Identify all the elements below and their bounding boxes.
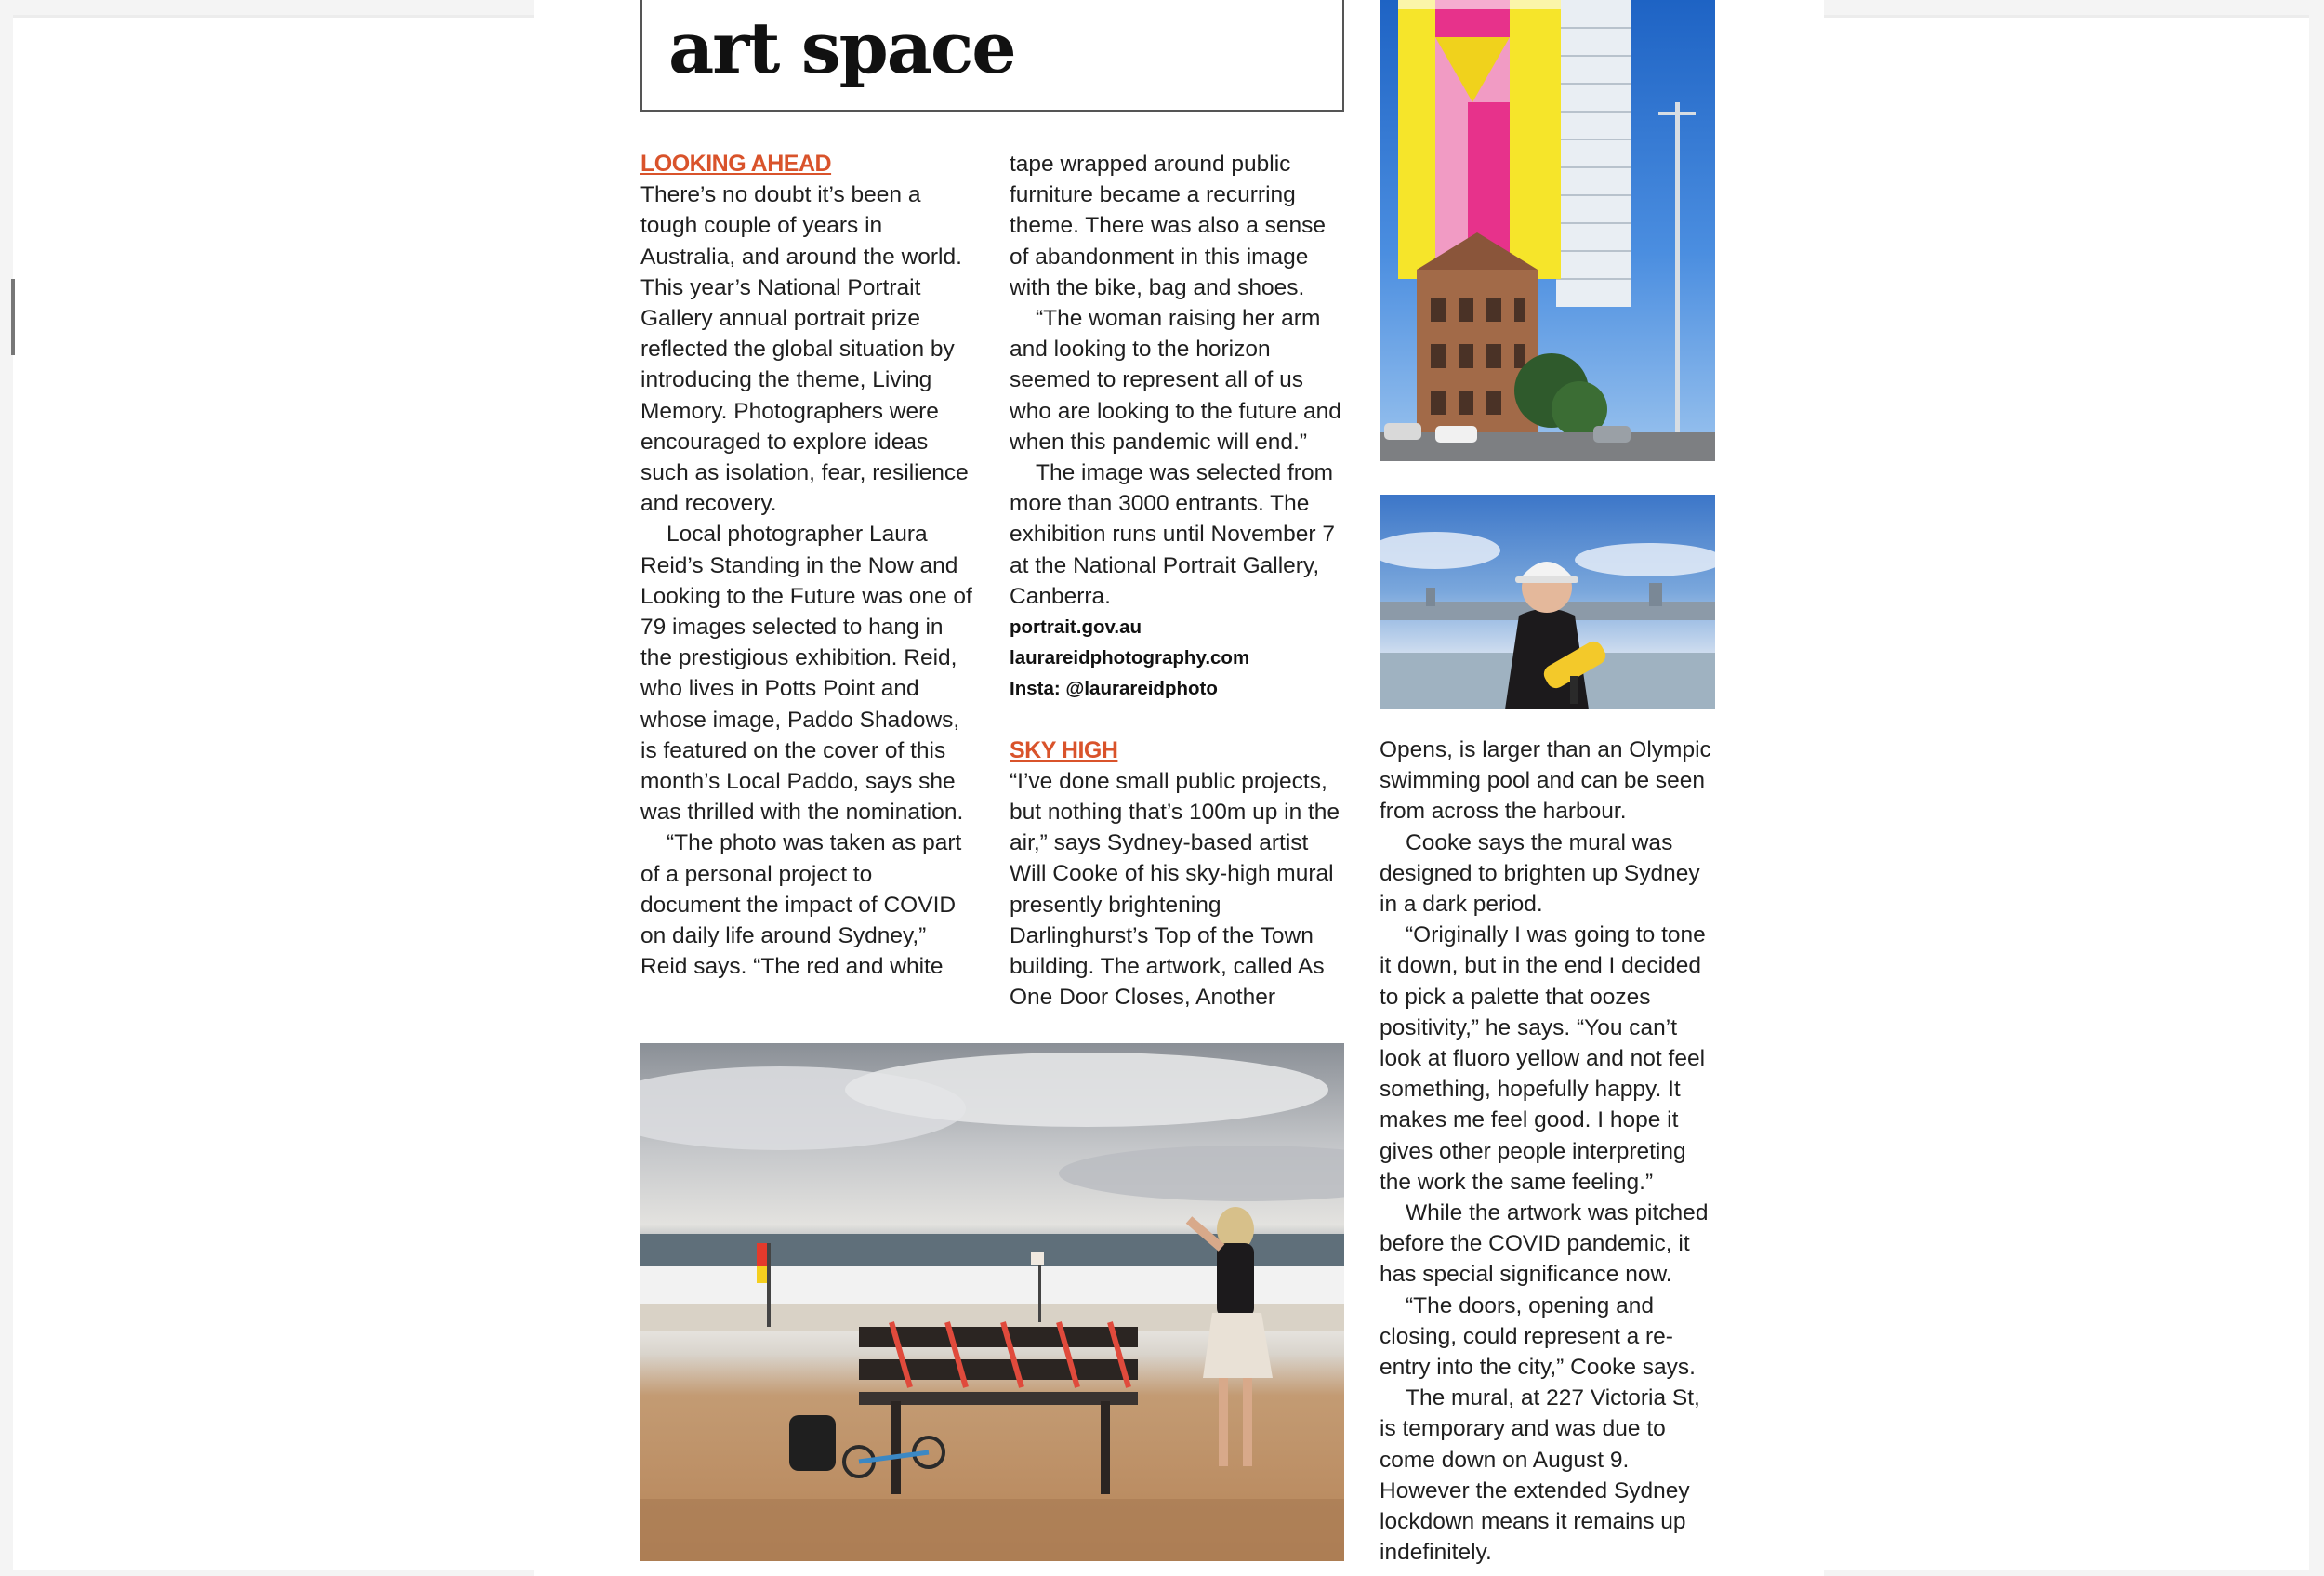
mural-building-illustration [1380,0,1715,461]
magazine-page [534,0,1824,1576]
article-column-2 [1010,149,1346,1013]
paragraph: Local photographer Laura Reid’s Standing in the Now and Looking to the Future was one of 79 images selected to hang in the prestigious exhibition. Reid, who lives in Potts Point and whose image, Paddo Shadows, is featured on the cover of this month’s Local Paddo, says she was thrilled with the nomination. [640,522,972,826]
paragraph: Cooke says the mural was designed to brighten up Sydney in a dark period. [1380,829,1700,918]
paragraph: “The photo was taken as part of a personal project to document the impact of COVID on daily life around Sydney,” Reid says. “The red and white [640,830,962,980]
link-instagram[interactable]: Insta: @laurareidphoto [1010,678,1218,700]
artist-with-roller-photo [1380,495,1715,709]
article-column-3 [1380,735,1716,1568]
paragraph: While the artwork was pitched before the COVID pandemic, it has special significance now. [1380,1200,1709,1288]
paragraph: “The doors, opening and closing, could represent a re-entry into the city,” Cooke says. [1380,1292,1696,1381]
spacer [1010,705,1346,735]
section-heading-looking-ahead: LOOKING AHEAD [640,151,832,177]
paragraph: Opens, is larger than an Olympic swimming pool and can be seen from across the harbour. [1380,737,1711,825]
paragraph: There’s no doubt it’s been a tough couple of years in Australia, and around the world. This year’s National Portrait Gallery annual portrait prize reflected the global situation by introducing the theme, Living Memory. Photographers were encouraged to explore ideas such as isolation, fear, resilience and recovery. [640,182,969,517]
link-portrait-gov[interactable]: portrait.gov.au [1010,616,1142,639]
paragraph: The mural, at 227 Victoria St, is temporary and was due to come down on August 9. However the extended Sydney lockdown means it remains up indefinitely. [1380,1385,1700,1566]
page-title: art space [668,7,1015,89]
beach-illustration [640,1043,1344,1561]
paragraph: The image was selected from more than 3000 entrants. The exhibition runs until November 7 at the National Portrait Gallery, Canberra. [1010,460,1335,609]
paragraph: “Originally I was going to tone it down, but in the end I decided to pick a palette that oozes positivity,” he says. “You can’t look at fluoro yellow and not feel something, hopefully happy. It makes me feel good. I hope it gives other people interpreting the work the same feeling.” [1380,922,1706,1195]
paragraph: tape wrapped around public furniture became a recurring theme. There was also a sense of abandonment in this image with the bike, bag and shoes. [1010,152,1327,300]
artist-illustration [1380,495,1715,709]
link-laura-reid-photography[interactable]: laurareidphotography.com [1010,647,1250,669]
mural-building-photo [1380,0,1715,461]
background-panel-left [13,15,534,1570]
paragraph: “The woman raising her arm and looking to the horizon seemed to represent all of us who are looking to the future and when this pandemic will end.” [1010,306,1341,455]
beach-bench-photo [640,1043,1344,1561]
title-box [640,0,1344,112]
background-panel-right [1824,15,2309,1570]
section-heading-sky-high: SKY HIGH [1010,736,1118,763]
paragraph: “I’ve done small public projects, but nothing that’s 100m up in the air,” says Sydney-based artist Will Cooke of his sky-high mural presently brightening Darlinghurst’s Top of the Town building. The artwork, called As One Door Closes, Another [1010,768,1340,1011]
link-list [1010,612,1346,705]
scroll-marker[interactable] [11,279,15,355]
article-column-1 [640,149,977,982]
